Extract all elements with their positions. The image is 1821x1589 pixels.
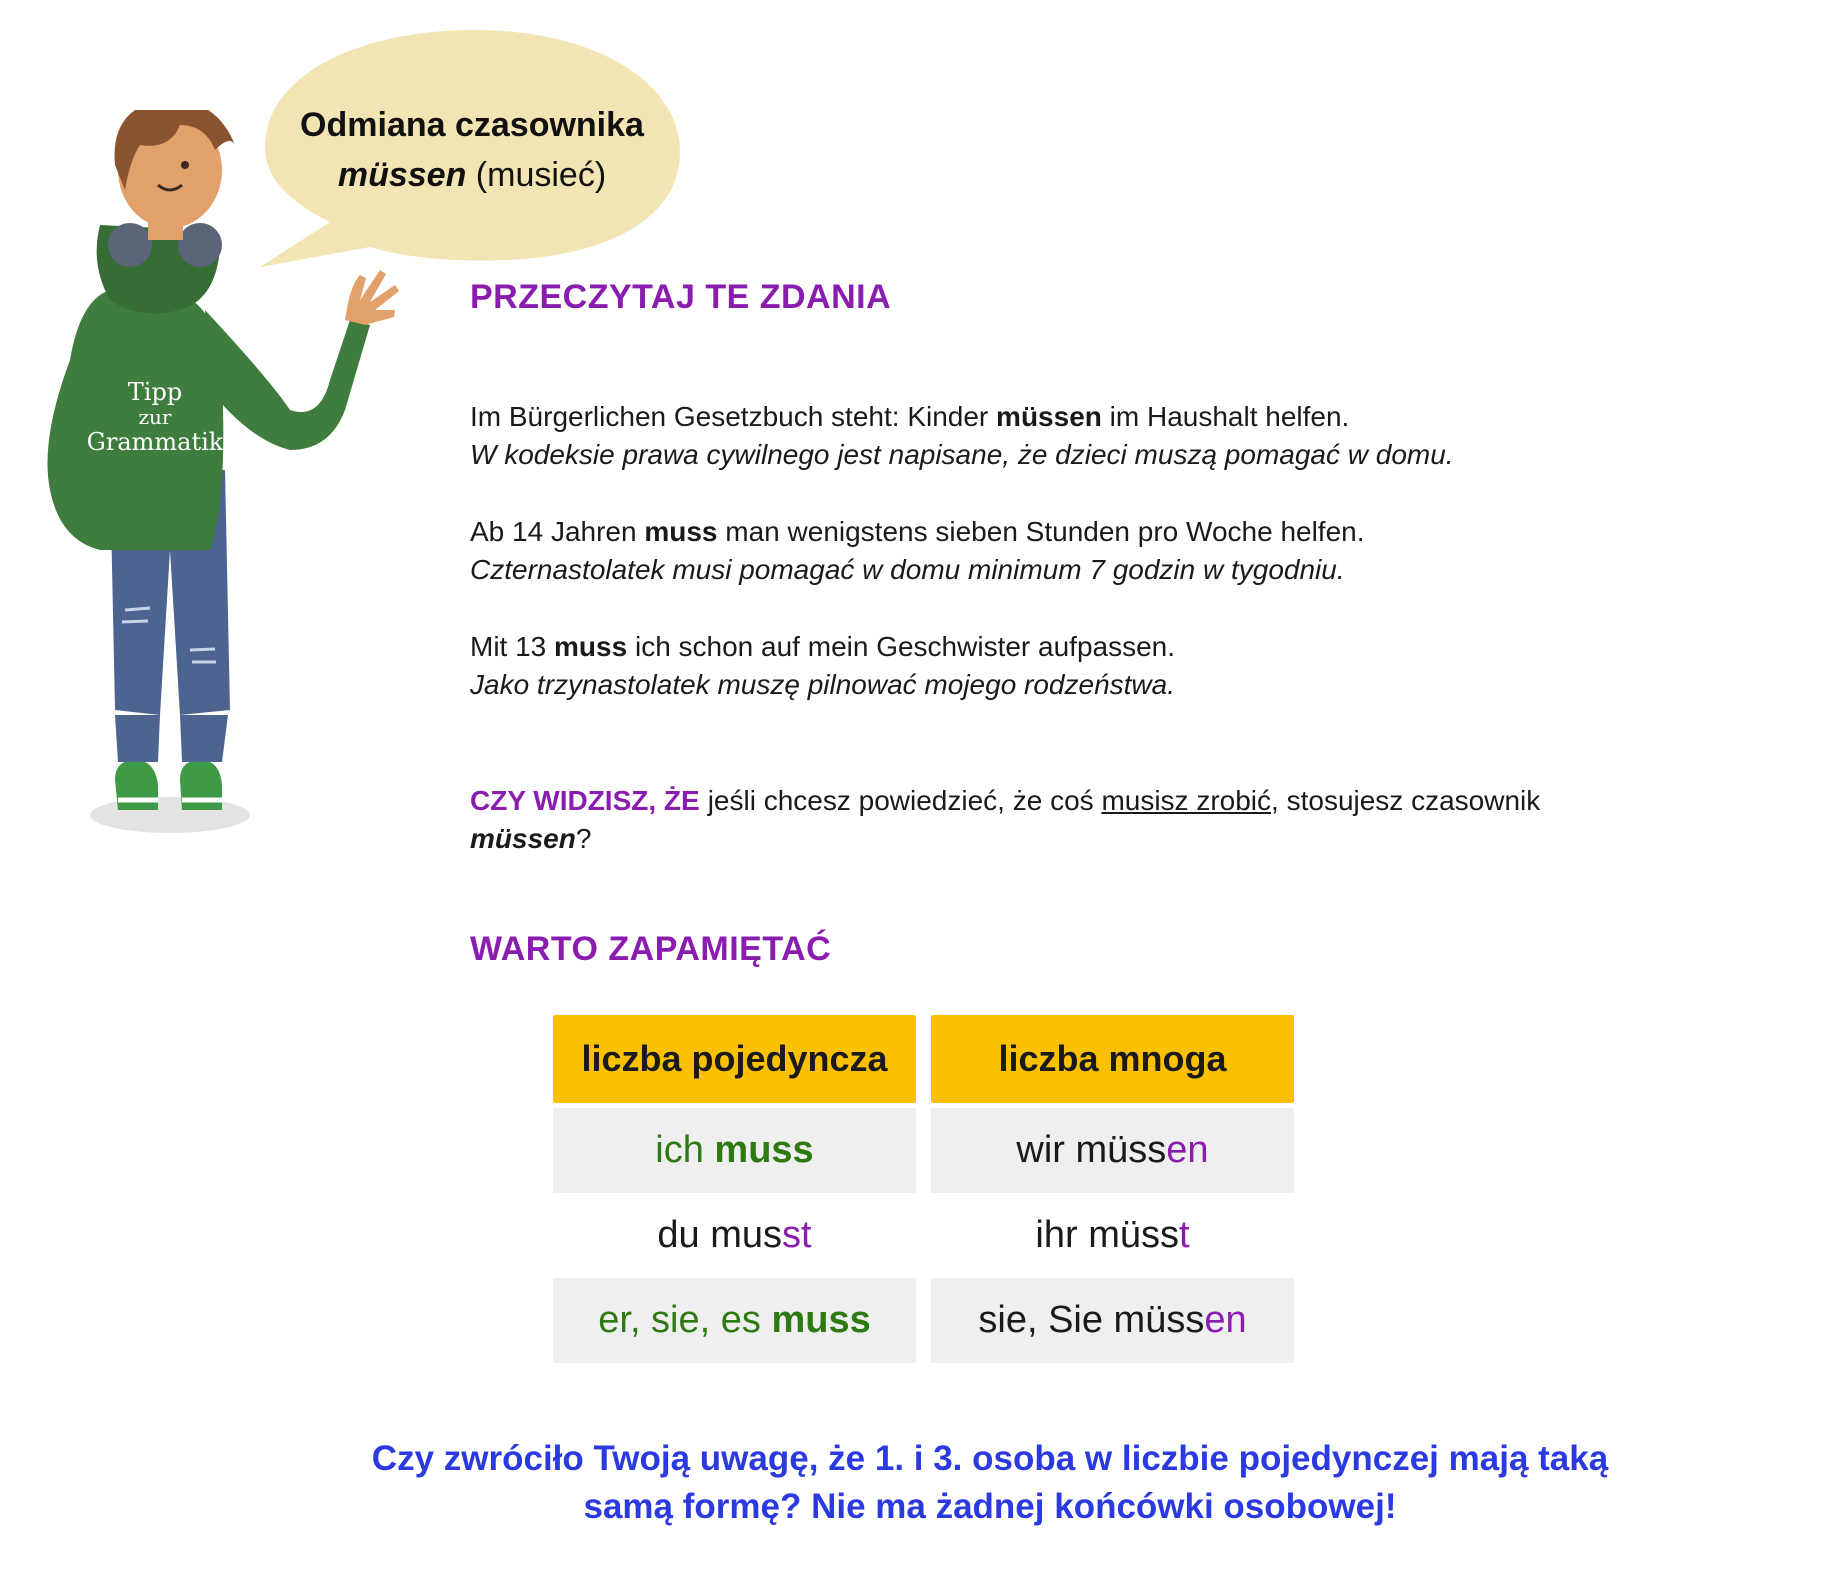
header-plural: liczba mnoga <box>931 1015 1294 1103</box>
form-du-ending: st <box>782 1214 812 1256</box>
sentence-1-de-verb: müssen <box>996 401 1102 432</box>
pronoun-du: du <box>657 1214 700 1256</box>
sentence-3 <box>470 628 1175 704</box>
sentence-1-de-after: im Haushalt helfen. <box>1101 401 1350 432</box>
table-cell-ich <box>553 1108 916 1193</box>
bottom-note <box>300 1435 1680 1531</box>
question-lead: CZY WIDZISZ, ŻE <box>470 785 700 816</box>
sentence-1-pl: W kodeksie prawa cywilnego jest napisane, że dzieci muszą pomagać w domu. <box>470 439 1454 470</box>
table-cell-wir <box>931 1108 1294 1193</box>
form-sie-Sie-stem: sie, Sie müss <box>978 1299 1205 1341</box>
hoodie-text-2: zur <box>138 405 172 429</box>
form-ihr-stem: ihr müss <box>1035 1214 1179 1256</box>
form-wir-stem: wir müss <box>1016 1129 1167 1171</box>
question-paragraph <box>470 782 1690 858</box>
table-cell-er-sie-es <box>553 1278 916 1363</box>
question-text-before: jeśli chcesz powiedzieć, że coś <box>707 785 1102 816</box>
bubble-verb: müssen <box>337 156 467 194</box>
form-er-sie-es: muss <box>771 1299 871 1341</box>
sentence-3-de-verb: muss <box>554 631 628 662</box>
sentence-2 <box>470 513 1365 589</box>
table-cell-sie-Sie <box>931 1278 1294 1363</box>
table-cell-ihr <box>931 1193 1294 1278</box>
question-text-after: , stosujesz czasownik <box>1271 785 1541 816</box>
sentence-2-de-after: man wenigstens sieben Stunden pro Woche helfen. <box>717 516 1365 547</box>
pronoun-ich: ich <box>655 1129 704 1171</box>
character-illustration <box>30 110 430 850</box>
pronoun-er-sie-es: er, sie, es <box>598 1299 761 1341</box>
form-ihr-ending: t <box>1179 1214 1190 1256</box>
sentence-3-pl: Jako trzynastolatek muszę pilnować mojego rodzeństwa. <box>470 669 1176 700</box>
sentence-3-de-before: Mit 13 <box>470 631 555 662</box>
form-ich: muss <box>714 1129 814 1171</box>
read-heading: PRZECZYTAJ TE ZDANIA <box>470 278 892 316</box>
sentence-2-pl: Czternastolatek musi pomagać w domu minimum 7 godzin w tygodniu. <box>470 554 1345 585</box>
note-line-1: Czy zwróciło Twoją uwagę, że 1. i 3. osoba w liczbie pojedynczej mają taką <box>371 1439 1609 1478</box>
question-underlined: musisz zrobić <box>1101 785 1272 816</box>
sentence-2-de-verb: muss <box>644 516 718 547</box>
form-wir-ending: en <box>1166 1129 1209 1171</box>
header-singular: liczba pojedyncza <box>553 1015 916 1103</box>
sentence-2-de-before: Ab 14 Jahren <box>470 516 645 547</box>
hoodie-text-3: Grammatik <box>86 428 224 456</box>
question-verb: müssen <box>470 823 576 854</box>
sentence-3-de-after: ich schon auf mein Geschwister aufpassen. <box>627 631 1176 662</box>
note-line-2: samą formę? Nie ma żadnej końcówki osobowej! <box>583 1487 1397 1526</box>
table-cell-du <box>553 1193 916 1278</box>
bubble-translation: (musieć) <box>475 156 607 194</box>
remember-heading: WARTO ZAPAMIĘTAĆ <box>470 930 832 968</box>
question-end: ? <box>575 823 592 854</box>
sentence-1 <box>470 398 1454 474</box>
form-sie-Sie-ending: en <box>1204 1299 1247 1341</box>
form-du-stem: mus <box>710 1214 783 1256</box>
bubble-line1: Odmiana czasownika <box>300 106 644 144</box>
sentence-1-de-before: Im Bürgerlichen Gesetzbuch steht: Kinder <box>470 401 997 432</box>
hoodie-text-1: Tipp <box>127 378 183 406</box>
